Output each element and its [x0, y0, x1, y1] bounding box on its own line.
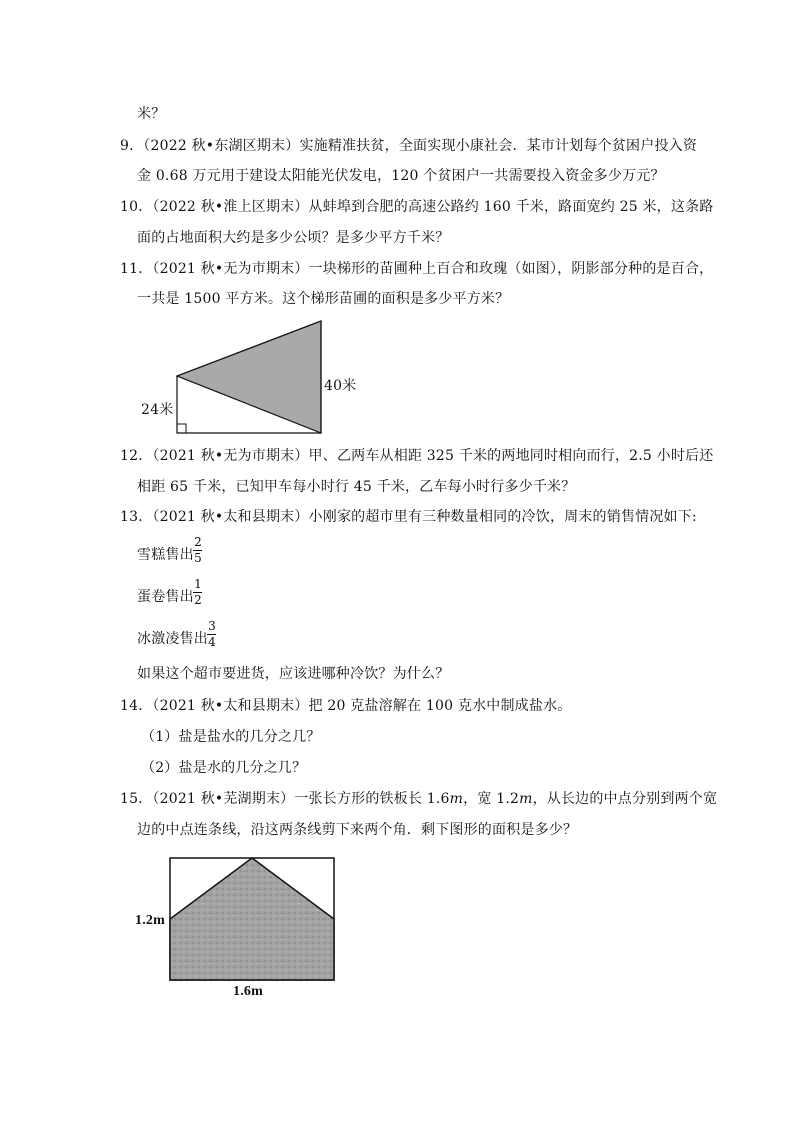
q13-line-1: 13．（2021 秋•太和县期末）小刚家的超市里有三种数量相同的冷饮，周末的销售情况如下: — [120, 509, 697, 525]
q15-height-label: 1.2m — [135, 913, 165, 928]
q12-line-1: 12．（2021 秋•无为市期末）甲、乙两车从相距 325 千米的两地同时相向而行，2.5 小时后还 — [120, 448, 714, 464]
q10-line-1: 10．（2022 秋•淮上区期末）从蚌埠到合肥的高速公路约 160 千米，路面宽约 25 米，这条路 — [120, 199, 714, 215]
q13-item-3-label: 冰激凌售出 — [137, 631, 208, 647]
q15-remaining-shaded-pentagon — [170, 858, 334, 980]
q13-item-3-fraction: 3 4 — [208, 619, 216, 649]
q10-line-2: 面的占地面积大约是多少公顷？是多少平方千米？ — [137, 230, 450, 246]
q11-right-label: 40米 — [324, 378, 357, 394]
q15-line-1: 15．（2021 秋•芜湖期末）一张长方形的铁板长 1.6m，宽 1.2m，从长边的中点分别到两个宽 — [120, 791, 718, 807]
q13-item-2-label: 蛋卷售出 — [137, 589, 194, 605]
q13-item-1-label: 雪糕售出 — [137, 547, 194, 563]
q13-item-2-fraction: 1 2 — [194, 577, 202, 607]
q9-line-2: 金 0.68 万元用于建设太阳能光伏发电，120 个贫困户一共需要投入资金多少万元？ — [137, 168, 665, 184]
q11-left-label: 24米 — [141, 402, 174, 418]
q14-line-1: 14．（2021 秋•太和县期末）把 20 克盐溶解在 100 克水中制成盐水。 — [120, 698, 572, 714]
q11-line-1: 11．（2021 秋•无为市期末）一块梯形的苗圃种上百合和玫瑰（如图），阴影部分种的是百合， — [120, 261, 714, 277]
q9-line-1: 9．（2022 秋•东湖区期末）实施精准扶贫，全面实现小康社会．某市计划每个贫困户投入资 — [120, 138, 698, 154]
q13-question: 如果这个超市要进货，应该进哪种冷饮？为什么？ — [137, 666, 450, 682]
q8-tail: 米？ — [137, 106, 166, 122]
q13-item-1-fraction: 2 5 — [194, 535, 202, 565]
q11-line-2: 一共是 1500 平方米。这个梯形苗圃的面积是多少平方米？ — [137, 291, 510, 307]
q14-sub-1: （1）盐是盐水的几分之几？ — [141, 729, 321, 745]
q15-width-label: 1.6m — [233, 984, 263, 999]
q15-line-2: 边的中点连条线，沿这两条线剪下来两个角．剩下图形的面积是多少？ — [137, 822, 578, 838]
q12-line-2: 相距 65 千米，已知甲车每小时行 45 千米，乙车每小时行多少千米？ — [137, 479, 576, 495]
q14-sub-2: （2）盐是水的几分之几？ — [141, 760, 307, 776]
